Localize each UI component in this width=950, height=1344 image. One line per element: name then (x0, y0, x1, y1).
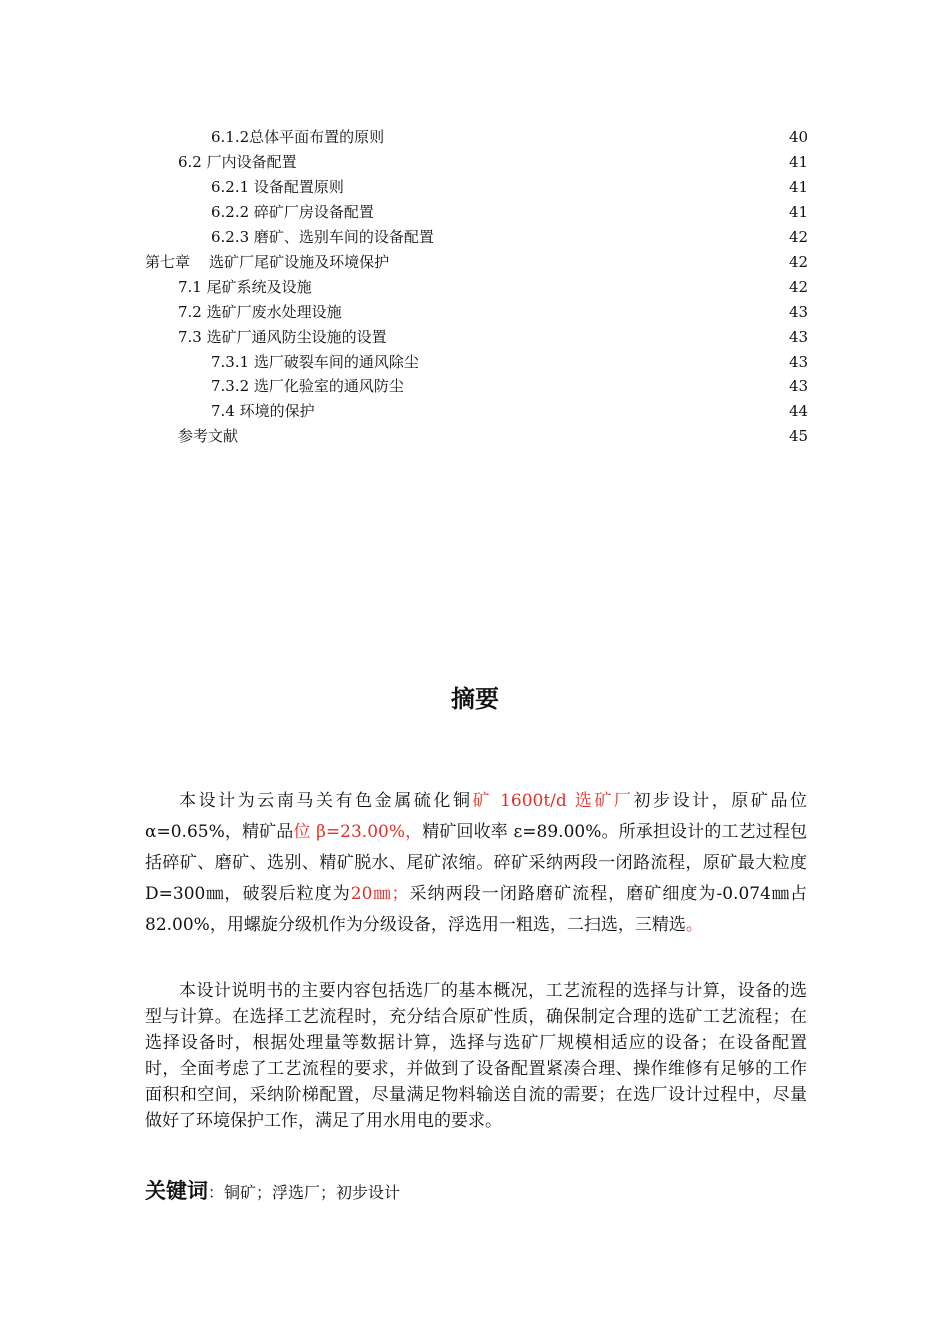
keywords-label: 关键词 (145, 1179, 208, 1203)
keywords-value: 铜矿；浮选厂；初步设计 (224, 1183, 401, 1202)
highlighted-text: 。 (685, 915, 703, 935)
toc-page-number: 41 (789, 203, 809, 221)
toc-page-number: 43 (789, 328, 809, 346)
toc-label: 7.3.2 选厂化验室的通风防尘 (211, 377, 404, 395)
toc-page-number: 43 (789, 303, 809, 321)
toc-page-number: 41 (789, 153, 809, 171)
toc-page-number: 43 (789, 353, 809, 371)
toc-page-number: 42 (789, 253, 809, 271)
abstract-text: 精矿回收率 ε=89.00%。所承担设计的工艺过程包括碎矿、磨矿、选别、精矿脱水、尾矿浓缩。碎矿采纳两段一闭路流程，原矿最大粒度 D=300㎜，破裂后粒度为 (145, 822, 807, 904)
toc-label: 6.2 厂内设备配置 (178, 153, 297, 171)
toc-page-number: 42 (789, 278, 809, 296)
keywords-line (145, 1176, 400, 1208)
toc-label: 参考文献 (178, 427, 239, 445)
abstract-text: 初步设计，原矿品位α=0.65%，精矿品 (145, 791, 808, 842)
abstract-paragraph-2: 本设计说明书的主要内容包括选厂的基本概况，工艺流程的选择与计算，设备的选型与计算。在选择工艺流程时，充分结合原矿性质，确保制定合理的选矿工艺流程；在选择设备时，根据处理量等数据计算，选择与选矿厂规模相适应的设备；在设备配置时，全面考虑了工艺流程的要求，并做到了设备配置紧凑合理、操作维修有足够的工作面积和空间，采纳阶梯配置，尽量满足物料输送自流的需要；在选厂设计过程中，尽量做好了环境保护工作，满足了用水用电的要求。 (145, 981, 807, 1131)
toc-label: 7.2 选矿厂废水处理设施 (178, 303, 342, 321)
toc-page-number: 40 (789, 128, 809, 146)
abstract-text: 采纳两段一闭路磨矿流程，磨矿细度为-0.074㎜占 82.00%，用螺旋分级机作为分级设备，浮选用一粗选，二扫选，三精选 (145, 884, 807, 935)
abstract-paragraph-1 (145, 786, 807, 941)
toc-page-number: 44 (789, 402, 809, 420)
toc-label: 6.2.2 碎矿厂房设备配置 (211, 203, 374, 221)
toc-label: 6.2.1 设备配置原则 (211, 178, 344, 196)
abstract-title: 摘要 (451, 685, 499, 713)
toc-page-number: 41 (789, 178, 809, 196)
toc-label: 7.4 环境的保护 (211, 402, 315, 420)
toc-page-number: 42 (789, 228, 809, 246)
toc-page-number: 45 (789, 427, 809, 445)
toc-label: 7.3.1 选厂破裂车间的通风除尘 (211, 353, 419, 371)
keywords-separator: ： (208, 1183, 225, 1202)
toc-page-number: 43 (789, 377, 809, 395)
highlighted-text: 矿 1600t/d 选矿厂 (472, 791, 634, 811)
toc-label: 7.3 选矿厂通风防尘设施的设置 (178, 328, 387, 346)
toc-label: 6.1.2总体平面布置的原则 (211, 128, 385, 146)
abstract-text: 本设计为云南马关有色金属硫化铜 (179, 791, 473, 811)
toc-label: 第七章 选矿厂尾矿设施及环境保护 (145, 253, 390, 271)
toc-label: 7.1 尾矿系统及设施 (178, 278, 312, 296)
highlighted-text: 20㎜； (350, 884, 409, 904)
toc-label: 6.2.3 磨矿、选别车间的设备配置 (211, 228, 434, 246)
highlighted-text: 位 β=23.00%， (293, 822, 423, 842)
